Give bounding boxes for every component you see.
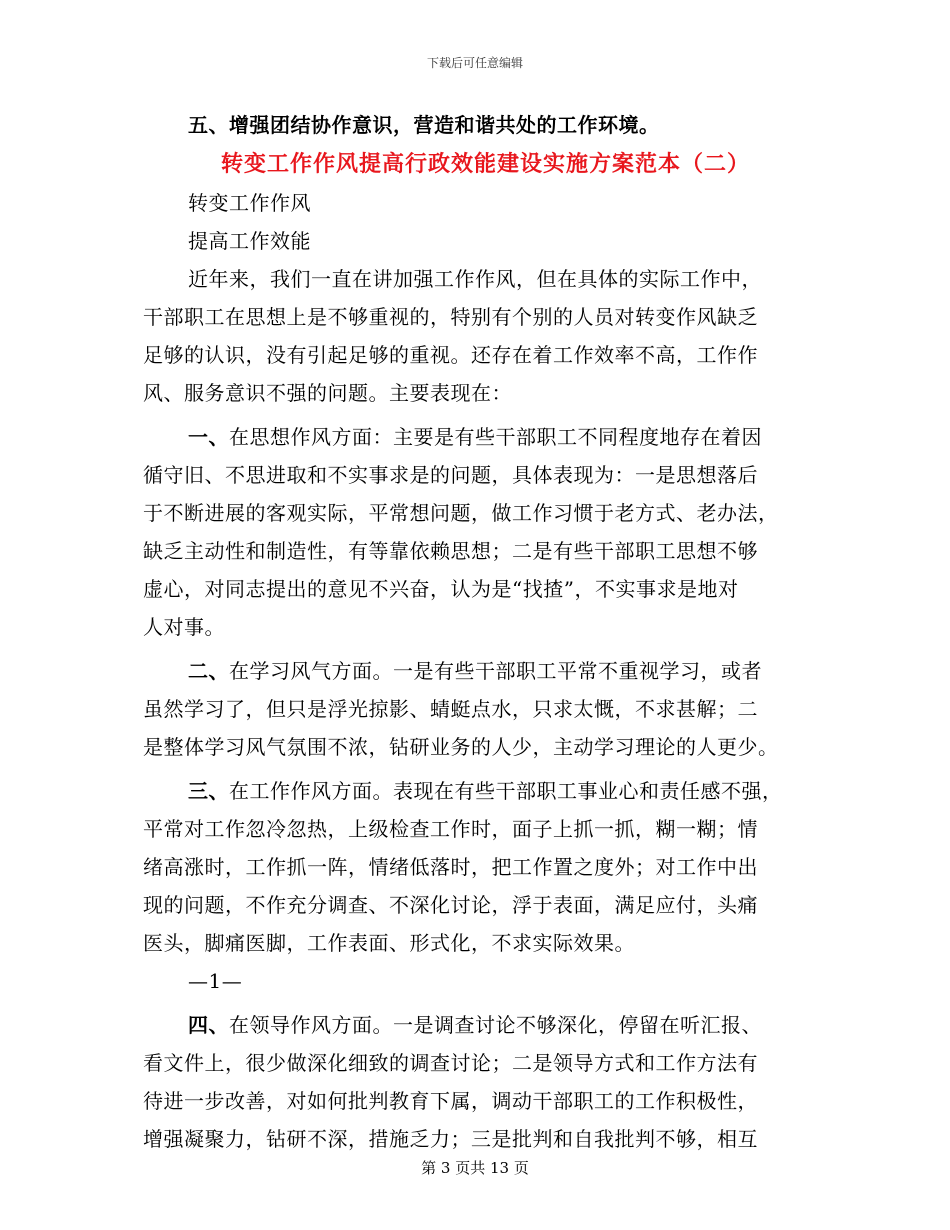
paragraph-line: 虽然学习了，但只是浮光掠影、蜻蜓点水，只求太慨，不求甚解；二 [143,697,758,721]
paragraph-2 [143,652,808,766]
paragraph-3 [143,772,808,962]
document-body [143,106,808,1158]
paragraph-line: 缺乏主动性和制造性，有等靠依赖思想；二是有些干部职工思想不够 [143,539,758,563]
paragraph-line: 虚心，对同志提出的意见不兴奋，认为是“找揸”，不实事求是地对 [143,577,739,601]
paragraph-line: 绪高涨时，工作抓一阵，情绪低落时，把工作置之度外；对工作中出 [143,855,758,879]
paragraph-number: 一、 [188,425,229,449]
paragraph-line: 一、在思想作风方面：主要是有些干部职工不同程度地存在着因 [188,425,762,449]
paragraph-number: 四、 [188,1013,229,1037]
paragraph-line: 三、在工作作风方面。表现在有些干部职工事业心和责任感不强， [188,779,783,803]
paragraph-line: 循守旧、不思进取和不实事求是的问题，具体表现为：一是思想落后 [143,463,758,487]
section-heading-5: 五、增强团结协作意识，营造和谐共处的工作环境。 [188,113,660,137]
paragraph-line: 四、在领导作风方面。一是调查讨论不够深化，停留在听汇报、 [188,1013,762,1037]
paragraph-line: 于不断进展的客观实际，平常想问题，做工作习惯于老方式、老办法， [143,501,779,525]
paragraph-4 [143,1006,808,1158]
paragraph-line: 足够的认识，没有引起足够的重视。还存在着工作效率不高，工作作 [143,343,758,367]
paragraph-line: 人对事。 [143,615,225,639]
paragraph-line: 二、在学习风气方面。一是有些干部职工平常不重视学习，或者 [188,659,762,683]
paragraph-1 [143,418,808,646]
paragraph-number: 二、 [188,659,229,683]
paragraph-line: 待进一步改善，对如何批判教育下属，调动干部职工的工作积极性， [143,1089,758,1113]
page-marker: —1— [188,969,243,993]
paragraph-line: 平常对工作忽冷忽热，上级检查工作时，面子上抓一抓，糊一糊；情 [143,817,758,841]
subtitle-1: 转变工作作风 [188,191,311,215]
paragraph-line: 增强凝聚力，钻研不深，措施乏力；三是批判和自我批判不够，相互 [143,1127,758,1151]
page-footer: 第 3 页共 13 页 [421,1159,529,1177]
page-header: 下载后可任意编辑 [426,56,523,70]
paragraph-line: 是整体学习风气氛围不浓，钻研业务的人少，主动学习理论的人更少。 [143,735,779,759]
paragraph-line: 近年来，我们一直在讲加强工作作风，但在具体的实际工作中， [188,267,762,291]
paragraph-line: 看文件上，很少做深化细致的调查讨论；二是领导方式和工作方法有 [143,1051,758,1075]
document-title: 转变工作作风提高行政效能建设实施方案范本（二） [220,151,750,177]
subtitle-2: 提高工作效能 [188,229,311,253]
intro-paragraph [143,260,808,412]
paragraph-line: 风、服务意识不强的问题。主要表现在： [143,381,512,405]
paragraph-line: 干部职工在思想上是不够重视的，特别有个别的人员对转变作风缺乏 [143,305,758,329]
paragraph-line: 医头，脚痛医脚，工作表面、形式化，不求实际效果。 [143,931,635,955]
paragraph-line: 现的问题，不作充分调查、不深化讨论，浮于表面，满足应付，头痛 [143,893,758,917]
paragraph-number: 三、 [188,779,229,803]
